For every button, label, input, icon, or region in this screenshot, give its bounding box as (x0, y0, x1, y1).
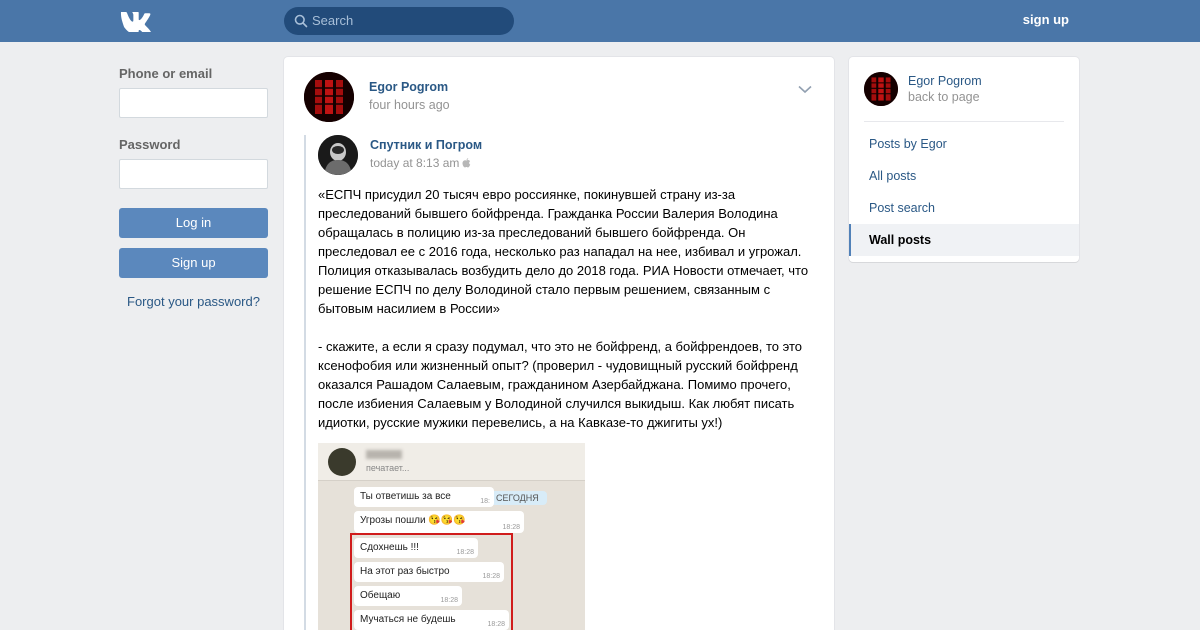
right-sidebar (849, 57, 1079, 262)
search-input[interactable] (284, 7, 514, 35)
chat-avatar (328, 448, 356, 476)
sidebar-item-wall-posts[interactable]: Wall posts (849, 224, 1079, 256)
repost-time[interactable] (370, 156, 471, 170)
apple-icon (462, 158, 471, 168)
message-text: Обещаю (360, 590, 401, 601)
repost-bar (304, 135, 306, 630)
sidebar-item-all-posts[interactable]: All posts (869, 169, 917, 183)
post-text: «ЕСПЧ присудил 20 тысяч евро россиянке, покинувшей страну из-за преследований бывшего бойфренда. Гражданка России Валерия Володина обращалась в полицию из-за преследований бывшего бойфренда. Он преследовал ее с 2016 года, несколько раз нападал на нее, избивал и угрожал. Полиция отказывалась возбудить дело до 2018 года. РИА Новости отмечает, что решение ЕСПЧ по делу Володиной стало первым решением, связанным с бытовым насилием в России» - скажите, а если я сразу подумал, что это не бойфренд, а бойфрендоев, то это ксенофобия или жизненный опыт? (проверил - чудовищный русский бойфренд оказался Рашадом Салаевым, гражданином Азербайджана. Помимо прочего, после избиения Салаевым у Володиной случился выкидыш. Как любят писать идиотки, русские мужики перевелись, а на Кавказе-то джигиты ух!) (318, 187, 809, 430)
chat-message (354, 487, 494, 507)
repost-author[interactable]: Спутник и Погром (370, 138, 483, 152)
message-text: Мучаться не будешь (360, 614, 456, 625)
search-placeholder: Search (312, 13, 354, 28)
date-badge: СЕГОДНЯ (488, 491, 547, 505)
message-time: 18:28 (440, 597, 458, 604)
search-icon (294, 14, 308, 28)
avatar-image-icon (318, 135, 358, 175)
divider (864, 121, 1064, 122)
vk-logo-icon[interactable] (119, 10, 153, 32)
sign-up-link[interactable]: sign up (1022, 12, 1069, 27)
message-text: На этот раз быстро (360, 566, 450, 577)
message-time: 18:28 (482, 573, 500, 580)
phone-label: Phone or email (119, 66, 213, 81)
signup-button[interactable]: Sign up (119, 248, 268, 278)
password-field[interactable] (119, 159, 268, 189)
message-time: 18: (480, 498, 490, 505)
message-time: 18:28 (502, 524, 520, 531)
top-bar (0, 0, 1200, 42)
avatar-image-icon (304, 72, 354, 122)
message-text: Угрозы пошли 😘😘😘 (360, 515, 466, 526)
chat-message (354, 562, 504, 582)
repost-time-text: today at 8:13 am (370, 156, 460, 170)
message-time: 18:28 (456, 549, 474, 556)
repost-avatar[interactable] (318, 135, 358, 175)
sidebar-avatar[interactable] (864, 72, 898, 106)
back-to-page-link[interactable]: back to page (908, 90, 980, 104)
avatar-image-icon (864, 72, 898, 106)
chat-message (354, 538, 478, 558)
message-text: Ты ответишь за все (360, 491, 451, 502)
post-author[interactable]: Egor Pogrom (369, 80, 449, 94)
forgot-password-link[interactable]: Forgot your password? (127, 294, 260, 309)
author-avatar[interactable] (304, 72, 354, 122)
login-form (119, 66, 268, 309)
sidebar-name[interactable]: Egor Pogrom (908, 74, 982, 88)
blurred-name (366, 450, 402, 459)
sidebar-item-post-search[interactable]: Post search (869, 201, 936, 215)
password-label: Password (119, 137, 181, 152)
phone-field[interactable] (119, 88, 268, 118)
chat-message (354, 610, 509, 630)
chat-status: печатает... (366, 463, 410, 473)
message-text: Сдохнешь !!! (360, 542, 419, 553)
chevron-down-icon[interactable] (798, 85, 812, 94)
chat-message (354, 511, 524, 533)
attached-screenshot[interactable] (318, 443, 585, 630)
login-button[interactable]: Log in (119, 208, 268, 238)
post-card (284, 57, 834, 630)
chat-message (354, 586, 462, 606)
chat-header (318, 443, 585, 481)
post-time[interactable]: four hours ago (369, 98, 450, 112)
message-time: 18:28 (487, 621, 505, 628)
sidebar-item-posts-by-egor[interactable]: Posts by Egor (869, 137, 947, 151)
